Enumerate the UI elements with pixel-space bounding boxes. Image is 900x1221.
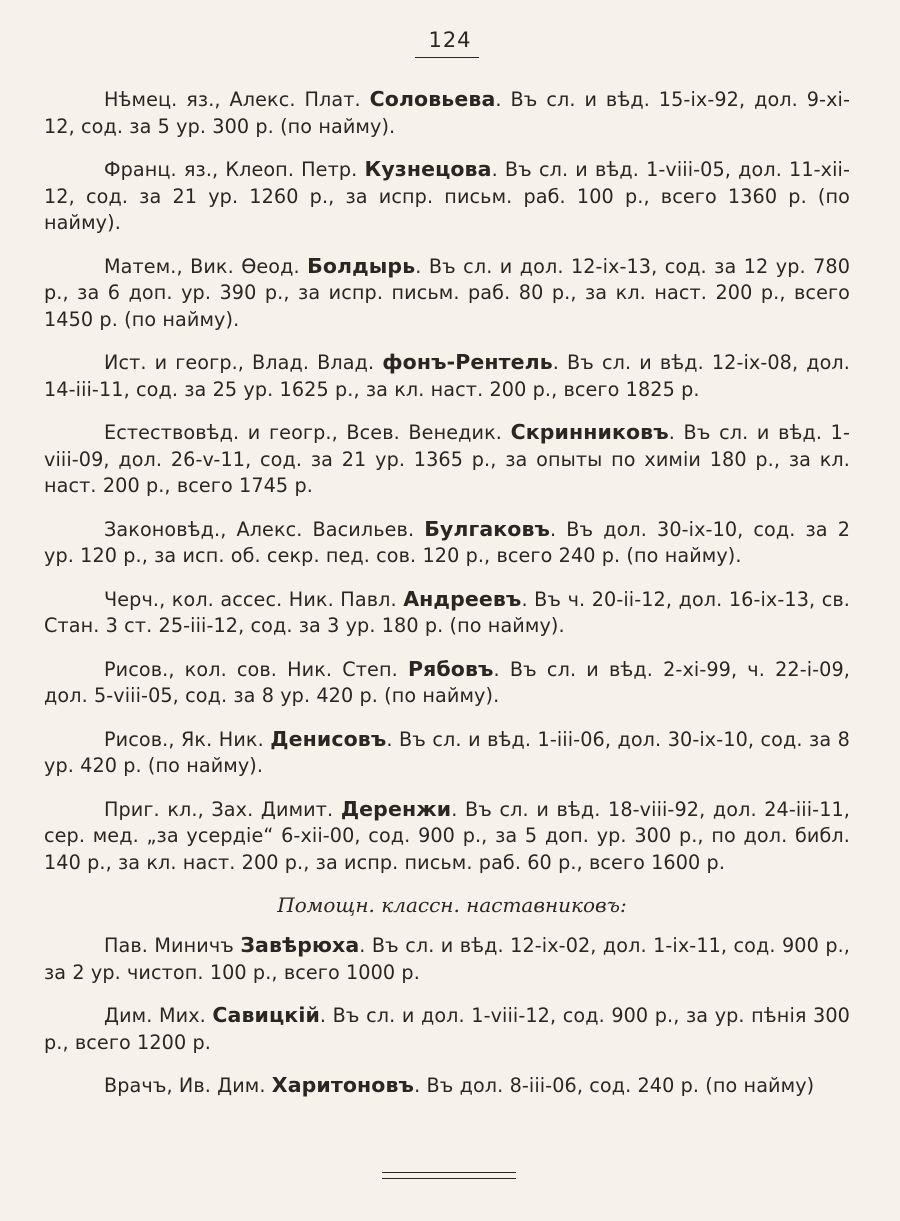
entry-zaveryukha bbox=[44, 932, 850, 986]
entry-details: . Въ сл. и вѣд. 12-ix-08, дол. 14-iii-11, сод. за 25 ур. 1625 р., за кл. наст. 200 р., всего 1825 р. bbox=[44, 351, 850, 401]
entry-prefix: Дим. Мих. bbox=[104, 1004, 213, 1027]
page-number-rule bbox=[415, 57, 479, 58]
entry-denisov bbox=[44, 726, 850, 780]
end-rule-lower bbox=[382, 1178, 516, 1179]
end-rule-upper bbox=[382, 1172, 516, 1173]
entry-details: . Въ сл. и дол. 12-ix-13, сод. за 12 ур. 780 р., за 6 доп. ур. 390 р., за испр. письм. раб. 80 р., за кл. наст. 200 р., всего 1450 р. (по найму). bbox=[44, 254, 850, 331]
entry-skrinnikov bbox=[44, 419, 850, 500]
entry-prefix: Естествовѣд. и геогр., Всев. Венедик. bbox=[104, 421, 511, 444]
entry-surname: Рябовъ bbox=[407, 656, 494, 681]
entry-kuznetsova bbox=[44, 156, 850, 237]
entry-prefix: Рисов., кол. сов. Ник. Степ. bbox=[104, 657, 408, 681]
entry-surname: Булгаковъ bbox=[424, 516, 551, 541]
entry-surname: Андреевъ bbox=[403, 586, 522, 611]
entry-prefix: Пав. Миничъ bbox=[104, 934, 241, 957]
entry-details: . Въ сл. и вѣд. 15-ix-92, дол. 9-xi-12, сод. за 5 ур. 300 р. (по найму). bbox=[44, 88, 850, 138]
entry-surname: Соловьева bbox=[369, 87, 496, 111]
entry-details: . Въ сл. и вѣд. 12-ix-02, дол. 1-ix-11, сод. 900 р., за 2 ур. чистоп. 100 р., всего 1000 р. bbox=[44, 934, 850, 984]
entry-andreev bbox=[44, 586, 850, 640]
entry-bulgakov bbox=[44, 516, 850, 570]
entry-surname: Завѣрюха bbox=[240, 933, 360, 957]
entry-details: . Въ ч. 20-ii-12, дол. 16-ix-13, св. Стан. 3 ст. 25-iii-12, сод. за 3 ур. 180 р. (по найму). bbox=[44, 587, 850, 637]
entry-surname: Савицкій bbox=[212, 1003, 320, 1027]
entry-surname: Скринниковъ bbox=[510, 420, 669, 444]
entries-list bbox=[44, 86, 850, 1116]
entry-details: . Въ сл. и дол. 1-viii-12, сод. 900 р., за ур. пѣнія 300 р., всего 1200 р. bbox=[44, 1004, 850, 1054]
entry-prefix: Франц. яз., Клеоп. Петр. bbox=[104, 158, 365, 181]
entry-savitsky bbox=[44, 1002, 850, 1056]
entry-details: . Въ дол. 30-ix-10, сод. за 2 ур. 120 р., за исп. об. секр. пед. сов. 120 р., всего 240 р. (по найму). bbox=[44, 517, 850, 567]
entry-kharitonov bbox=[44, 1072, 850, 1100]
entry-surname: Кузнецова bbox=[364, 157, 492, 181]
entry-prefix: Нѣмец. яз., Алекс. Плат. bbox=[104, 88, 370, 111]
entry-details: . Въ сл. и вѣд. 1-viii-09, дол. 26-v-11, сод. за 21 ур. 1365 р., за опыты по химіи 180 р., за кл. наст. 200 р., всего 1745 р. bbox=[44, 421, 850, 497]
entry-surname: Денисовъ bbox=[270, 726, 387, 751]
entry-prefix: Рисов., Як. Ник. bbox=[104, 727, 271, 751]
section-heading: Помощн. классн. наставниковъ: bbox=[277, 893, 627, 917]
entry-prefix: Законовѣд., Алекс. Васильев. bbox=[104, 517, 425, 541]
entry-prefix: Приг. кл., Зах. Димит. bbox=[104, 797, 341, 821]
entry-details: . Въ сл. и вѣд. 2-xi-99, ч. 22-i-09, дол. 5-viii-05, сод. за 8 ур. 420 р. (по найму). bbox=[44, 657, 850, 707]
entry-details: . Въ сл. и вѣд. 1-viii-05, дол. 11-xii-12, сод. за 21 ур. 1260 р., за испр. письм. раб. 100 р., всего 1360 р. (по найму). bbox=[44, 158, 850, 234]
entry-boldyr bbox=[44, 253, 850, 334]
entry-surname: Харитоновъ bbox=[271, 1073, 415, 1097]
entry-prefix: Ист. и геогр., Влад. Влад. bbox=[104, 351, 383, 374]
page-number: 124 bbox=[428, 28, 472, 52]
entry-ryabov bbox=[44, 656, 850, 710]
entry-details: . Въ сл. и вѣд. 18-viii-92, дол. 24-iii-11, сер. мед. „за усердіе“ 6-xii-00, сод. 900 р., за 5 доп. ур. 300 р., по дол. библ. 140 р., за кл. наст. 200 р., за испр. письм. раб. 60 р., всего 1600 р. bbox=[44, 797, 851, 874]
entry-details: . Въ сл. и вѣд. 1-iii-06, дол. 30-ix-10, сод. за 8 ур. 420 р. (по найму). bbox=[44, 727, 850, 777]
entry-prefix: Врачъ, Ив. Дим. bbox=[104, 1074, 272, 1097]
entry-prefix: Матем., Вик. Ѳеод. bbox=[104, 254, 308, 278]
entry-surname: Болдырь bbox=[307, 253, 416, 278]
entry-surname: фонъ-Рентель bbox=[382, 350, 553, 374]
entry-fon-rentel bbox=[44, 349, 850, 403]
entry-prefix: Черч., кол. ассес. Ник. Павл. bbox=[104, 587, 404, 611]
entry-details: . Въ дол. 8-iii-06, сод. 240 р. (по найму) bbox=[414, 1074, 815, 1097]
entry-soloveva bbox=[44, 86, 850, 140]
entry-surname: Деренжи bbox=[340, 796, 452, 821]
entry-derenzhi bbox=[44, 796, 850, 877]
